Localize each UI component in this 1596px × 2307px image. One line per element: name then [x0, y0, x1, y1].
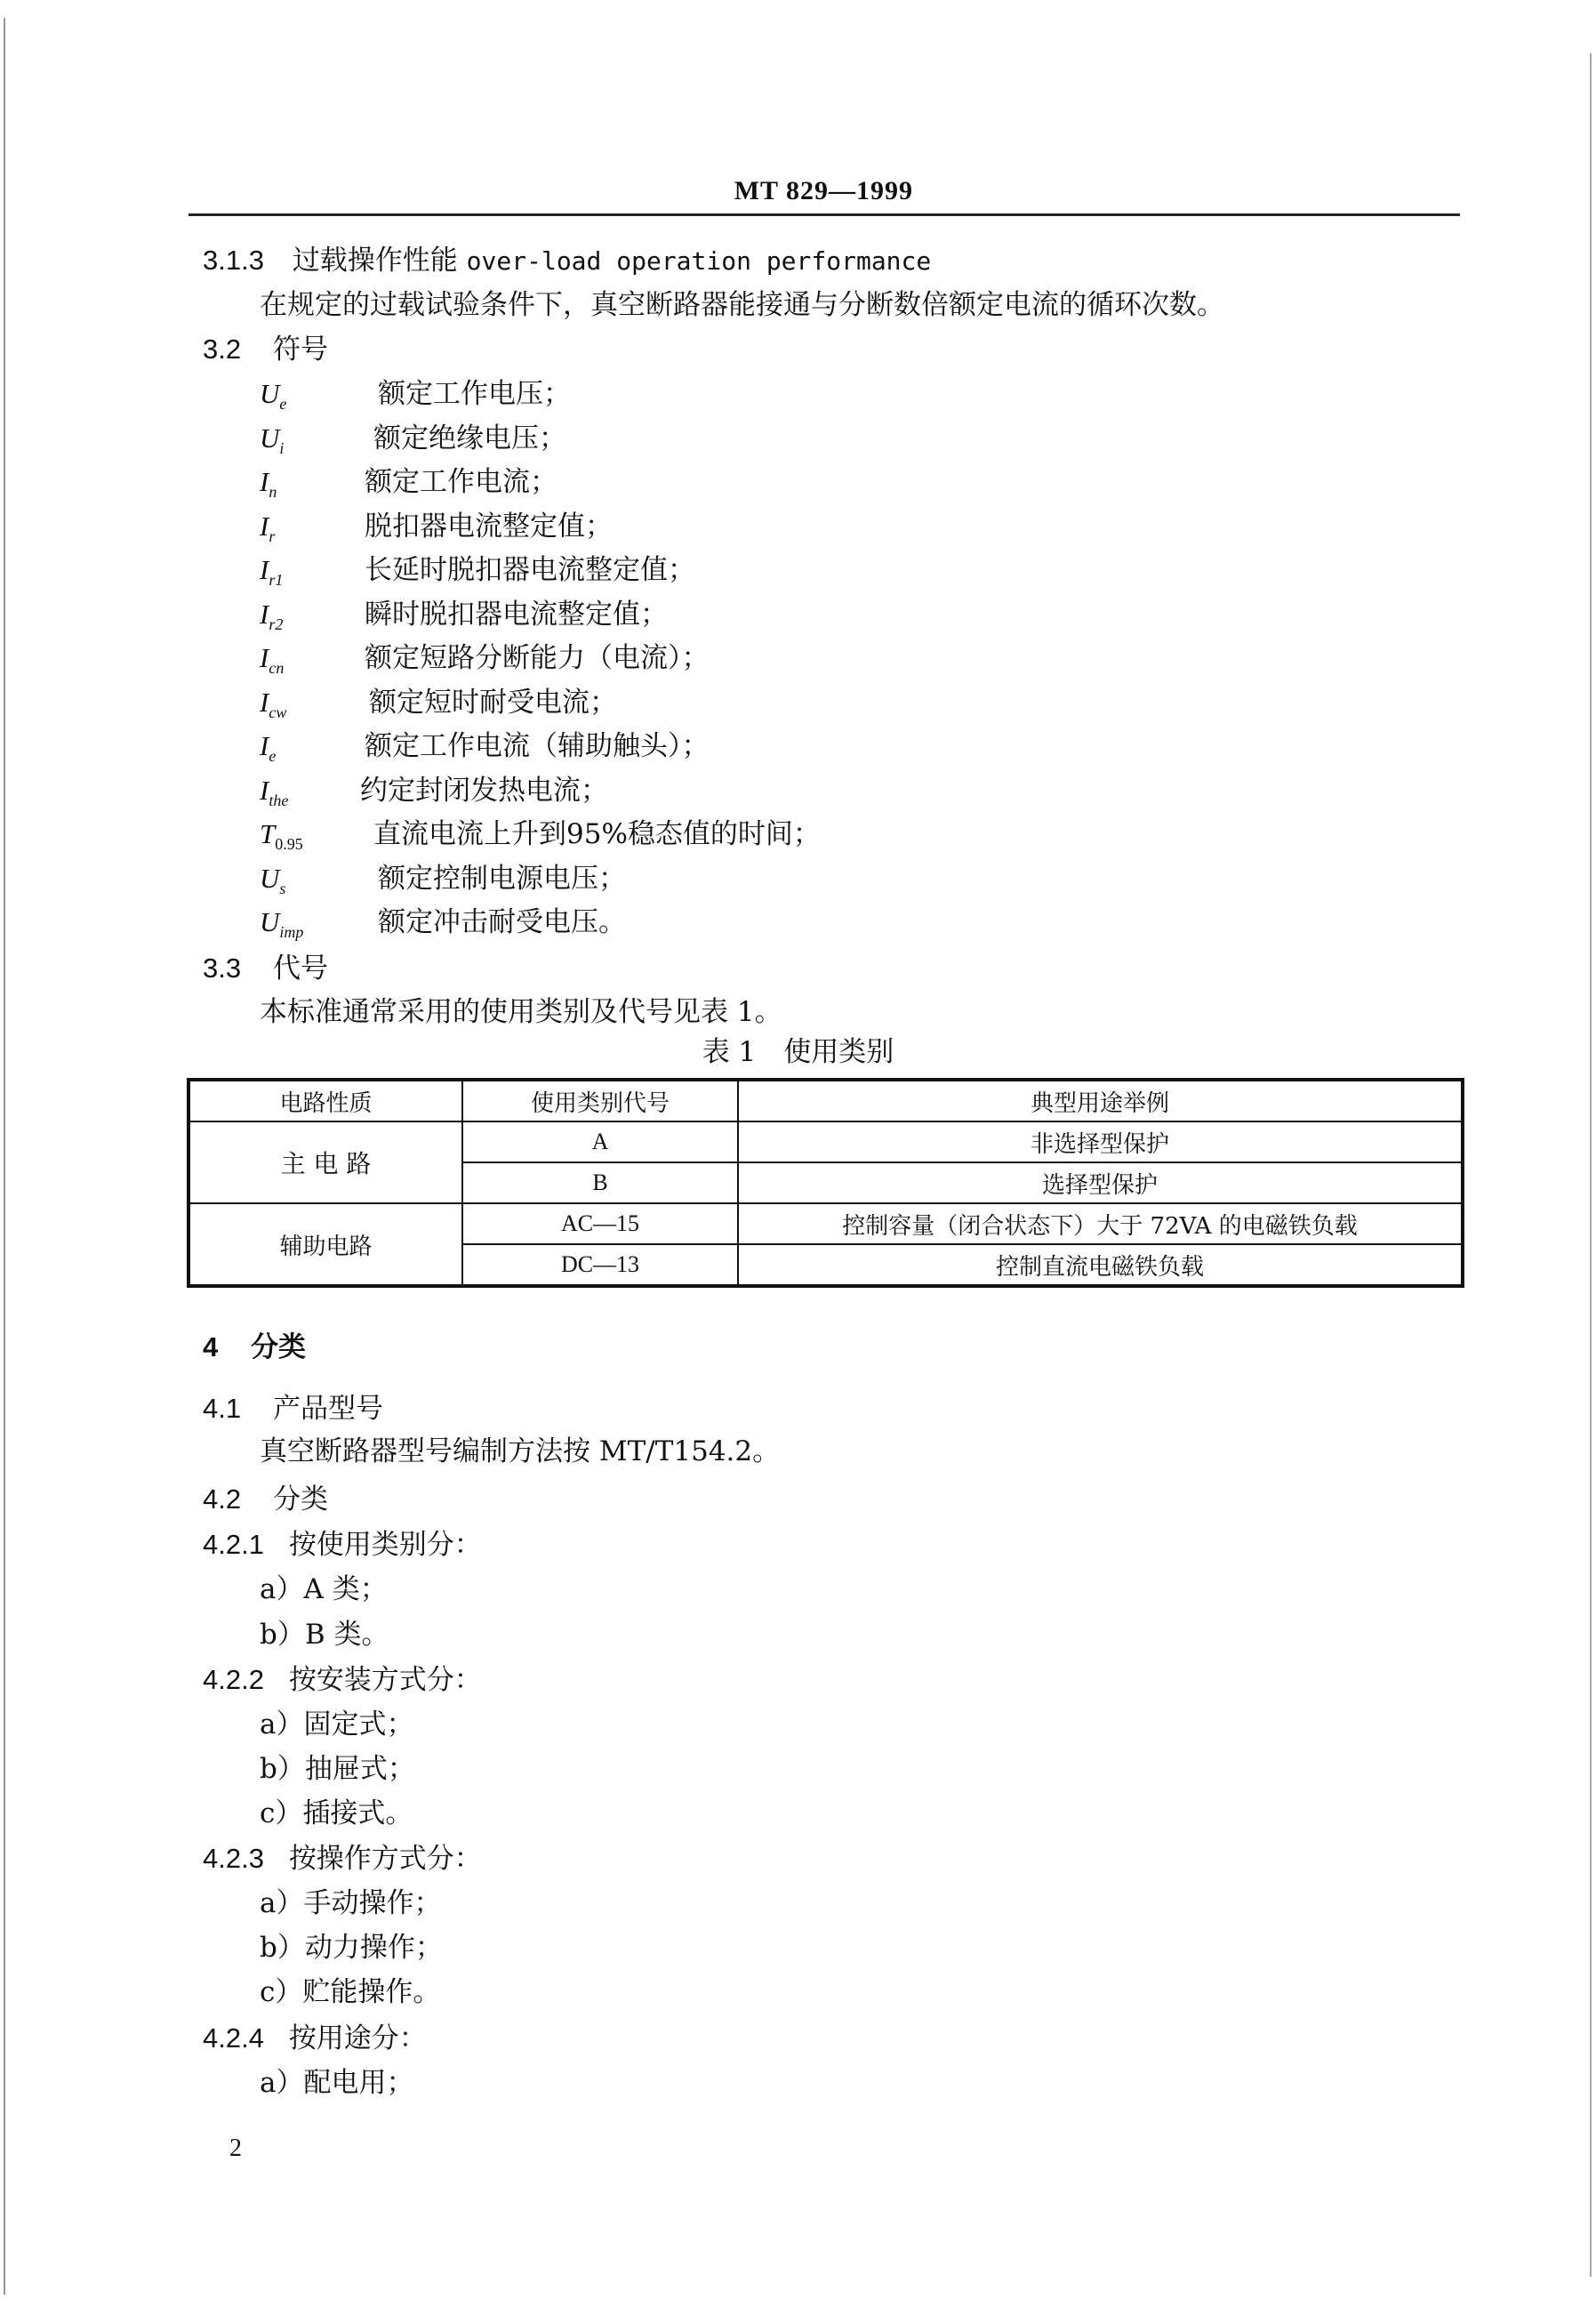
section-number: 4.2.4 — [203, 2022, 264, 2054]
symbol-base: I — [260, 774, 269, 806]
symbol-base: I — [260, 466, 269, 497]
section-number: 4.2.1 — [203, 1529, 264, 1560]
symbol — [260, 773, 288, 818]
section-title-en: over-load operation performance — [466, 246, 932, 276]
symbol-base: U — [260, 378, 280, 409]
symbol-base: T — [260, 818, 276, 849]
symbol-description: 长延时脱扣器电流整定值； — [365, 554, 695, 586]
symbol-subscript: e — [279, 395, 287, 414]
symbol-base: U — [260, 422, 280, 454]
symbol-description: 额定控制电源电压； — [378, 862, 626, 895]
section-4-heading — [203, 1330, 306, 1365]
section-title-cn: 过载操作性能 — [292, 245, 458, 277]
symbol-description: 约定封闭发热电流； — [360, 774, 608, 807]
symbol-base: I — [260, 510, 269, 542]
symbol-subscript: r — [269, 527, 276, 545]
symbol — [260, 552, 283, 598]
section-title: 按使用类别分： — [288, 1529, 482, 1561]
symbol — [260, 376, 286, 422]
symbol-description: 额定工作电流； — [365, 466, 557, 498]
typical-use-cell: 非选择型保护 — [738, 1121, 1463, 1162]
section-title: 代号 — [272, 953, 328, 985]
section-number: 4.2.2 — [203, 1664, 264, 1695]
symbol-base: I — [260, 686, 269, 718]
section-number: 4 — [203, 1331, 219, 1362]
section-number: 4.1 — [203, 1393, 242, 1424]
section-title: 按操作方式分： — [288, 1843, 482, 1875]
standard-code: MT 829—1999 — [734, 176, 913, 205]
symbol-subscript: 0.95 — [275, 835, 303, 854]
header-cell: 使用类别代号 — [462, 1080, 738, 1121]
symbol — [260, 685, 286, 730]
section-title: 按安装方式分： — [288, 1664, 482, 1696]
list-item: a）固定式； — [260, 1708, 414, 1740]
table-row — [188, 1121, 1463, 1162]
symbol-description: 瞬时脱扣器电流整定值； — [365, 598, 668, 631]
section-4-2-3-heading — [203, 1841, 482, 1877]
symbol-base: U — [260, 862, 280, 894]
list-item: a）配电用； — [260, 2067, 414, 2099]
typical-use-cell: 控制直流电磁铁负载 — [738, 1244, 1463, 1286]
section-title: 符号 — [272, 334, 328, 366]
symbol-description: 额定绝缘电压； — [373, 422, 566, 454]
section-4-2-1-heading — [203, 1527, 482, 1563]
symbol-description: 额定工作电流（辅助触头）； — [365, 730, 710, 762]
section-4-2-heading — [203, 1482, 328, 1517]
section-4-2-4-heading — [203, 2021, 427, 2056]
category-code-cell: A — [462, 1121, 738, 1162]
symbol-subscript: the — [269, 791, 289, 809]
section-3-1-3-heading — [203, 243, 931, 279]
table-header-row — [188, 1080, 1463, 1121]
table-row — [188, 1203, 1463, 1244]
symbol-subscript: n — [269, 483, 277, 502]
section-number: 3.2 — [203, 334, 242, 365]
section-3-2-heading — [203, 332, 328, 367]
section-title: 分类 — [251, 1331, 307, 1363]
section-number: 3.3 — [203, 953, 242, 984]
symbol-subscript: r1 — [269, 571, 284, 590]
symbol-base: U — [260, 906, 280, 937]
symbol — [260, 597, 283, 642]
usage-category-table — [187, 1078, 1464, 1288]
symbol-description: 脱扣器电流整定值； — [365, 510, 613, 543]
table-caption: 表 1 使用类别 — [702, 1036, 894, 1068]
list-item: c）贮能操作。 — [260, 1976, 441, 2008]
symbol — [260, 421, 284, 466]
symbol-subscript: imp — [279, 923, 304, 942]
circuit-nature-cell: 主 电 路 — [188, 1121, 462, 1203]
list-item: b）动力操作； — [260, 1932, 443, 1964]
symbol-subscript: i — [279, 438, 285, 457]
section-number: 4.2 — [203, 1483, 242, 1515]
circuit-nature-cell: 辅助电路 — [188, 1203, 462, 1286]
symbol-subscript: r2 — [269, 615, 284, 633]
symbol-base: I — [260, 554, 269, 585]
section-title: 分类 — [272, 1483, 328, 1515]
right-scan-edge — [1590, 53, 1592, 2277]
section-number: 4.2.3 — [203, 1843, 264, 1874]
section-4-1-body: 真空断路器型号编制方法按 MT/T154.2。 — [260, 1435, 781, 1467]
header-cell: 典型用途举例 — [738, 1080, 1463, 1121]
symbol — [260, 640, 284, 686]
section-3-3-heading — [203, 951, 328, 986]
symbol-subscript: e — [269, 747, 277, 766]
section-3-1-3-body: 在规定的过载试验条件下，真空断路器能接通与分断数倍额定电流的循环次数。 — [260, 289, 1224, 321]
symbol-subscript: cn — [269, 659, 285, 678]
list-item: a）A 类； — [260, 1573, 388, 1605]
symbol-subscript: cw — [269, 703, 287, 721]
symbol-description: 额定冲击耐受电压。 — [378, 906, 626, 938]
category-code-cell: DC—13 — [462, 1244, 738, 1286]
symbol — [260, 816, 303, 862]
page-header — [188, 169, 1460, 216]
symbol-description: 额定短时耐受电流； — [369, 686, 617, 719]
symbol — [260, 464, 277, 510]
category-code-cell: AC—15 — [462, 1203, 738, 1244]
section-4-2-2-heading — [203, 1662, 482, 1698]
list-item: b）B 类。 — [260, 1619, 389, 1651]
symbol-base: I — [260, 642, 269, 673]
symbol-base: I — [260, 598, 269, 630]
symbol — [260, 904, 303, 950]
list-item: b）抽屉式； — [260, 1753, 415, 1785]
symbol — [260, 509, 275, 554]
section-3-3-body: 本标准通常采用的使用类别及代号见表 1。 — [260, 996, 782, 1028]
symbol-description: 额定短路分断能力（电流）； — [365, 642, 710, 674]
symbol-description: 额定工作电压； — [378, 378, 571, 410]
typical-use-cell: 控制容量（闭合状态下）大于 72VA 的电磁铁负载 — [738, 1203, 1463, 1244]
symbol — [260, 728, 276, 774]
list-item: a）手动操作； — [260, 1887, 442, 1919]
category-code-cell: B — [462, 1162, 738, 1203]
list-item: c）插接式。 — [260, 1797, 413, 1829]
section-title: 按用途分： — [288, 2022, 427, 2054]
section-number: 3.1.3 — [203, 245, 264, 276]
symbol — [260, 861, 285, 906]
section-4-1-heading — [203, 1391, 383, 1427]
left-scan-edge — [4, 18, 5, 2295]
symbol-base: I — [260, 730, 269, 761]
section-title: 产品型号 — [272, 1393, 383, 1425]
symbol-subscript: s — [279, 879, 286, 897]
symbol-description: 直流电流上升到95%稳态值的时间； — [373, 818, 821, 850]
typical-use-cell: 选择型保护 — [738, 1162, 1463, 1203]
header-cell: 电路性质 — [188, 1080, 462, 1121]
page-number: 2 — [229, 2134, 242, 2162]
